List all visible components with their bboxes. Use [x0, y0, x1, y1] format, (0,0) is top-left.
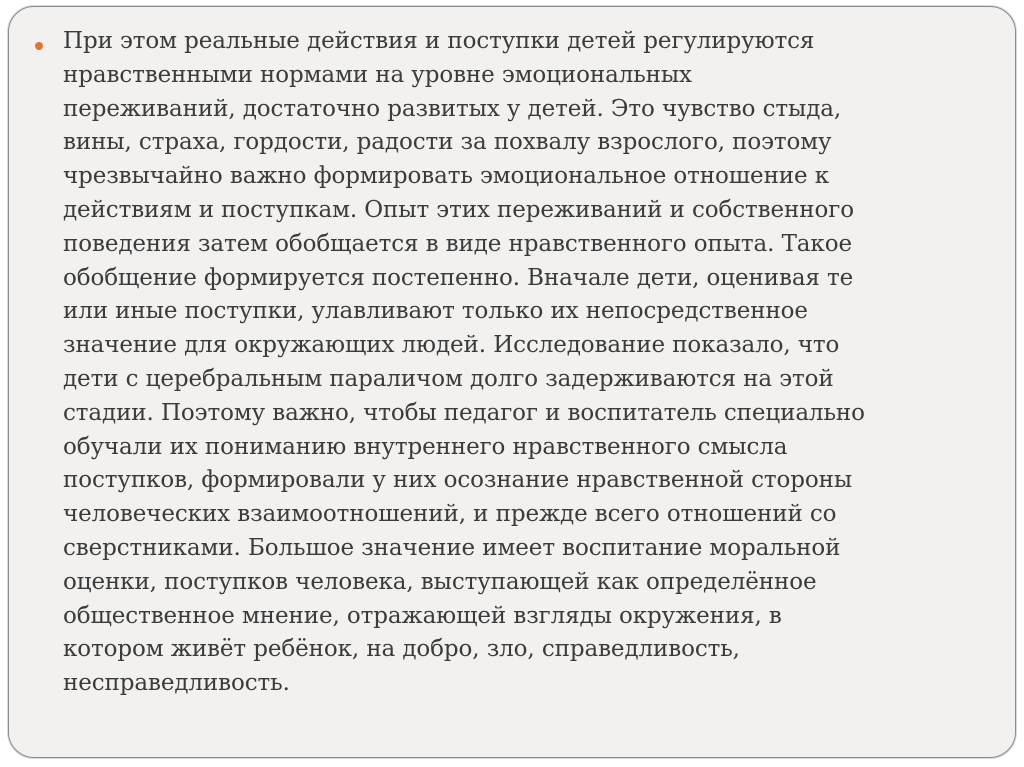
bullet-dot-icon [35, 42, 43, 50]
paragraph-line: действиям и поступкам. Опыт этих переживаний и собственного [63, 196, 854, 223]
paragraph-line: дети с церебральным параличом долго задерживаются на этой [63, 365, 834, 392]
paragraph-line: переживаний, достаточно развитых у детей. Это чувство стыда, [63, 95, 842, 122]
paragraph-line: поведения затем обобщается в виде нравственного опыта. Такое [63, 230, 852, 257]
paragraph-line: обучали их пониманию внутреннего нравственного смысла [63, 433, 788, 460]
slide-content [31, 25, 1001, 701]
paragraph-line: или иные поступки, улавливают только их непосредственное [63, 298, 808, 325]
paragraph-line: обобщение формируется постепенно. Вначале дети, оценивая те [63, 264, 854, 291]
paragraph-line: стадии. Поэтому важно, чтобы педагог и воспитатель специально [63, 399, 865, 426]
paragraph-line: котором живёт ребёнок, на добро, зло, справедливость, [63, 636, 740, 663]
paragraph-line: несправедливость. [63, 670, 290, 697]
paragraph-line: нравственными нормами на уровне эмоциональных [63, 61, 692, 88]
paragraph-line: При этом реальные действия и поступки детей регулируются [63, 28, 815, 54]
paragraph-line: значение для окружающих людей. Исследование показало, что [63, 332, 840, 359]
paragraph-line: общественное мнение, отражающей взгляды окружения, в [63, 602, 782, 629]
paragraph-line: чрезвычайно важно формировать эмоциональное отношение к [63, 163, 830, 190]
slide-frame [8, 6, 1016, 758]
paragraph-line: вины, страха, гордости, радости за похвалу взрослого, поэтому [63, 129, 832, 156]
paragraph-line: оценки, поступков человека, выступающей как определённое [63, 568, 817, 595]
paragraph-line: сверстниками. Большое значение имеет воспитание моральной [63, 534, 841, 561]
bullet-paragraph [63, 25, 1001, 701]
paragraph-line: человеческих взаимоотношений, и прежде всего отношений со [63, 501, 837, 528]
paragraph-line: поступков, формировали у них осознание нравственной стороны [63, 467, 853, 494]
bullet-item [31, 25, 1001, 701]
